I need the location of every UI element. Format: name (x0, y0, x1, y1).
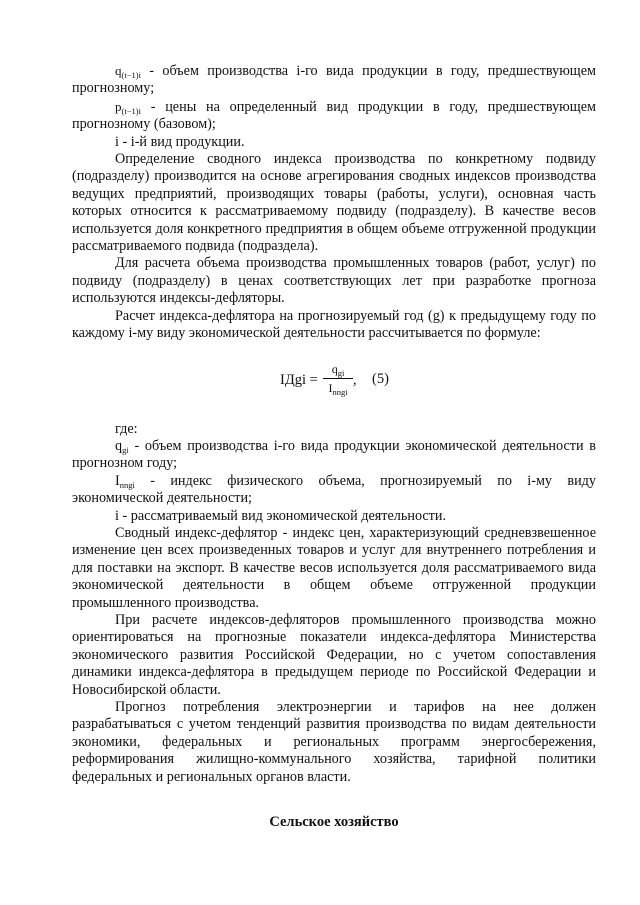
formula-lhs: IДgi = (280, 371, 318, 388)
definition-p: $p_{(t-1)i}$ - цены на определенный вид продукции в году, предшествующем прогнозному (базовом); (72, 98, 596, 133)
paragraph-deflator-calc: Расчет индекса-дефлятора на прогнозируемый год (g) к предыдущему году по каждому i-му виду экономической деятельности рассчитывается по формуле: (72, 307, 596, 342)
where-q: $q_{gi}$ - объем производства i-го вида продукции экономической деятельности в прогнозном году; (72, 437, 596, 472)
formula-denominator: $I_{nngi}$ (328, 380, 348, 397)
formula-5 (72, 355, 596, 411)
symbol-q: $q_{(t-1)i}$ (115, 63, 141, 80)
definition-q: $q_{(t-1)i}$ - объем производства i-го вида продукции в году, предшествующем прогнозному; (72, 63, 596, 97)
paragraph-electricity-forecast: Прогноз потребления электроэнергии и тарифов на нее должен разрабатываться с учетом тенденций развития производства по видам деятельности экономики, федеральных и региональных программ энергосбережения, реформирования жилищно-коммунального хозяйства, тарифной политики федеральных и региональных органов власти. (72, 699, 596, 785)
formula-numerator: $q_{gi}$ (331, 361, 345, 378)
section-heading-agriculture: Сельское хозяйство (269, 814, 399, 831)
paragraph-ministry-forecast: При расчете индексов-дефляторов промышленного производства можно ориентироваться на прогнозные показатели индекса-дефлятора Министерства экономического развития Российской Федерации, но с учетом сопоставления динамики индекса-дефлятора в предыдущем периоде по Российской Федерации и Новосибирской области. (72, 611, 596, 698)
where-i: i - рассматриваемый вид экономической деятельности. (115, 507, 447, 524)
paragraph-aggregation: Определение сводного индекса производства по конкретному подвиду (подразделу) производится на основе агрегирования сводных индексов производства ведущих предприятий, производящих товары (работы, услуги), основная часть которых относится к рассматриваемому подвиду (подразделу). В качестве весов используется доля конкретного предприятия в общем объеме отгруженной продукции рассматриваемого подвида (подраздела). (72, 151, 596, 255)
formula-comma: , (353, 371, 357, 388)
formula-number: (5) (372, 370, 389, 387)
where-label: где: (115, 420, 138, 437)
fraction-bar (323, 378, 353, 379)
document-page (72, 62, 596, 831)
symbol-q-gi: $q_{gi}$ (115, 437, 129, 455)
symbol-I-nngi: $I_{nngi}$ (115, 472, 135, 490)
paragraph-deflators-use: Для расчета объема производства промышленных товаров (работ, услуг) по подвиду (подразделу) в ценах соответствующих лет при разработке прогноза используются индексы-дефляторы. (72, 255, 596, 307)
symbol-p: $p_{(t-1)i}$ (115, 98, 141, 116)
formula-fraction (323, 362, 353, 395)
where-I: $I_{nngi}$ - индекс физического объема, прогнозируемый по i-му виду экономической деятельности; (72, 472, 596, 507)
definition-i: i - i-й вид продукции. (115, 133, 245, 150)
paragraph-summary-deflator: Сводный индекс-дефлятор - индекс цен, характеризующий средневзвешенное изменение цен всех произведенных товаров и услуг для внутреннего потребления и для поставки на экспорт. В качестве весов используется доля рассматриваемого вида экономической деятельности в общем объеме отгруженной продукции промышленного производства. (72, 524, 596, 611)
